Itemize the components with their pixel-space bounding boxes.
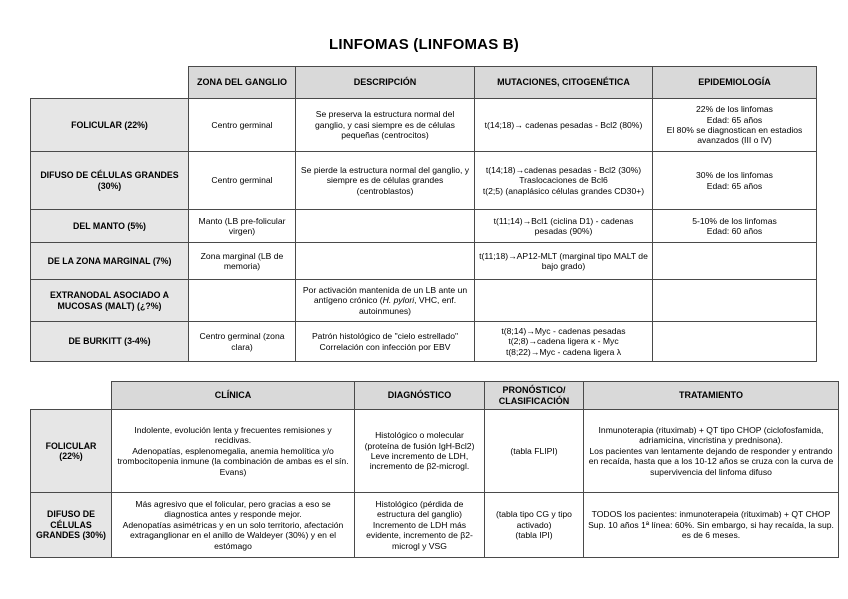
cell-descripcion [296, 280, 475, 322]
cell-mutaciones: t(11;14)→Bcl1 (ciclina D1) - cadenas pesadas (90%) [475, 210, 653, 243]
row-header: EXTRANODAL ASOCIADO A MUCOSAS (MALT) (¿?%) [31, 280, 189, 322]
table-row [31, 243, 817, 280]
cell-epidemiologia [653, 322, 817, 362]
cell-descripcion: Se preserva la estructura normal del ganglio, y casi siempre es de células pequeñas (centrocitos) [296, 99, 475, 152]
cell-zona: Manto (LB pre-folicular virgen) [189, 210, 296, 243]
row-header: DIFUSO DE CÉLULAS GRANDES (30%) [31, 152, 189, 210]
cell-pronostico: (tabla FLIPI) [485, 410, 584, 493]
table-header-row [31, 382, 839, 410]
cell-mutaciones [475, 280, 653, 322]
cell-zona [189, 280, 296, 322]
row-header: FOLICULAR (22%) [31, 410, 112, 493]
cell-epidemiologia: 22% de los linfomas Edad: 65 años El 80% se diagnostican en estadios avanzados (III o IV) [653, 99, 817, 152]
cell-zona: Zona marginal (LB de memoria) [189, 243, 296, 280]
table-row [31, 99, 817, 152]
row-header: DEL MANTO (5%) [31, 210, 189, 243]
table-header-row [31, 67, 817, 99]
corner-cell [31, 67, 189, 99]
descripcion-text-post: , VHC, enf. autoinmunes) [358, 295, 457, 316]
cell-zona: Centro germinal [189, 99, 296, 152]
cell-mutaciones: t(14;18)→ cadenas pesadas - Bcl2 (80%) [475, 99, 653, 152]
cell-descripcion [296, 210, 475, 243]
cell-diagnostico: Histológico (pérdida de estructura del ganglio) Incremento de LDH más evidente, incremento de β2-microgl y VSG [355, 493, 485, 558]
header-epidemiologia: EPIDEMIOLOGÍA [653, 67, 817, 99]
row-header: DE LA ZONA MARGINAL (7%) [31, 243, 189, 280]
page-title: LINFOMAS (LINFOMAS B) [328, 36, 519, 53]
cell-zona: Centro germinal (zona clara) [189, 322, 296, 362]
header-zona: ZONA DEL GANGLIO [189, 67, 296, 99]
table-row [31, 322, 817, 362]
header-diagnostico: DIAGNÓSTICO [355, 382, 485, 410]
table-row [31, 152, 817, 210]
table-row [31, 410, 839, 493]
cell-epidemiologia [653, 280, 817, 322]
header-descripcion: DESCRIPCIÓN [296, 67, 475, 99]
table-linfomas-overview [30, 66, 817, 362]
cell-mutaciones: t(8;14)→Myc - cadenas pesadas t(2;8)→cadena ligera κ - Myc t(8;22)→Myc - cadena ligera λ [475, 322, 653, 362]
header-tratamiento: TRATAMIENTO [584, 382, 839, 410]
cell-mutaciones: t(14;18)→cadenas pesadas - Bcl2 (30%) Traslocaciones de Bcl6 t(2;5) (anaplásico células grandes CD30+) [475, 152, 653, 210]
corner-cell [31, 382, 112, 410]
table-row [31, 493, 839, 558]
table-linfomas-clinica [30, 381, 839, 558]
cell-diagnostico: Histológico o molecular (proteína de fusión IgH-Bcl2) Leve incremento de LDH, incremento de β2-microgl. [355, 410, 485, 493]
row-header: DIFUSO DE CÉLULAS GRANDES (30%) [31, 493, 112, 558]
cell-zona: Centro germinal [189, 152, 296, 210]
descripcion-text-pre: Por activación mantenida de un LB ante un antígeno crónico ( [302, 284, 468, 306]
row-header: DE BURKITT (3-4%) [31, 322, 189, 362]
cell-descripcion: Patrón histológico de "cielo estrellado" Correlación con infección por EBV [296, 322, 475, 362]
cell-mutaciones: t(11;18)→AP12-MLT (marginal tipo MALT de bajo grado) [475, 243, 653, 280]
cell-epidemiologia: 30% de los linfomas Edad: 65 años [653, 152, 817, 210]
descripcion-text-em: H. pylori [382, 295, 415, 306]
cell-tratamiento: TODOS los pacientes: inmunoterapeia (rituximab) + QT CHOP Sup. 10 años 1ª línea: 60%. Sin embargo, si hay recaída, la sup. es de 6 meses. [584, 493, 839, 558]
header-clinica: CLÍNICA [112, 382, 355, 410]
row-header: FOLICULAR (22%) [31, 99, 189, 152]
cell-descripcion [296, 243, 475, 280]
cell-epidemiologia: 5-10% de los linfomas Edad: 60 años [653, 210, 817, 243]
table-row [31, 280, 817, 322]
cell-clinica: Indolente, evolución lenta y frecuentes remisiones y recidivas. Adenopatías, esplenomegalia, anemia hemolítica y/o trombocitopenia inmune (la combinación de ambas es el sín. Evans) [112, 410, 355, 493]
cell-tratamiento: Inmunoterapia (rituximab) + QT tipo CHOP (ciclofosfamida, adriamicina, vincristina y prednisona). Los pacientes van lentamente dejando de responder y entrando en recaída, hasta que a los 10-12 años se cruza con la curva de supervivencia del linfoma difuso [584, 410, 839, 493]
cell-epidemiologia [653, 243, 817, 280]
cell-descripcion: Se pierde la estructura normal del ganglio, y siempre es de células grandes (centroblastos) [296, 152, 475, 210]
cell-clinica: Más agresivo que el folicular, pero gracias a eso se diagnostica antes y responde mejor. Adenopatías asimétricas y en un solo territorio, afectación extraganglionar en el anillo de Waldeyer (30%) y en el estómago [112, 493, 355, 558]
header-pronostico: PRONÓSTICO/ CLASIFICACIÓN [485, 382, 584, 410]
table-row [31, 210, 817, 243]
header-mutaciones: MUTACIONES, CITOGENÉTICA [475, 67, 653, 99]
cell-pronostico: (tabla tipo CG y tipo activado) (tabla IPI) [485, 493, 584, 558]
